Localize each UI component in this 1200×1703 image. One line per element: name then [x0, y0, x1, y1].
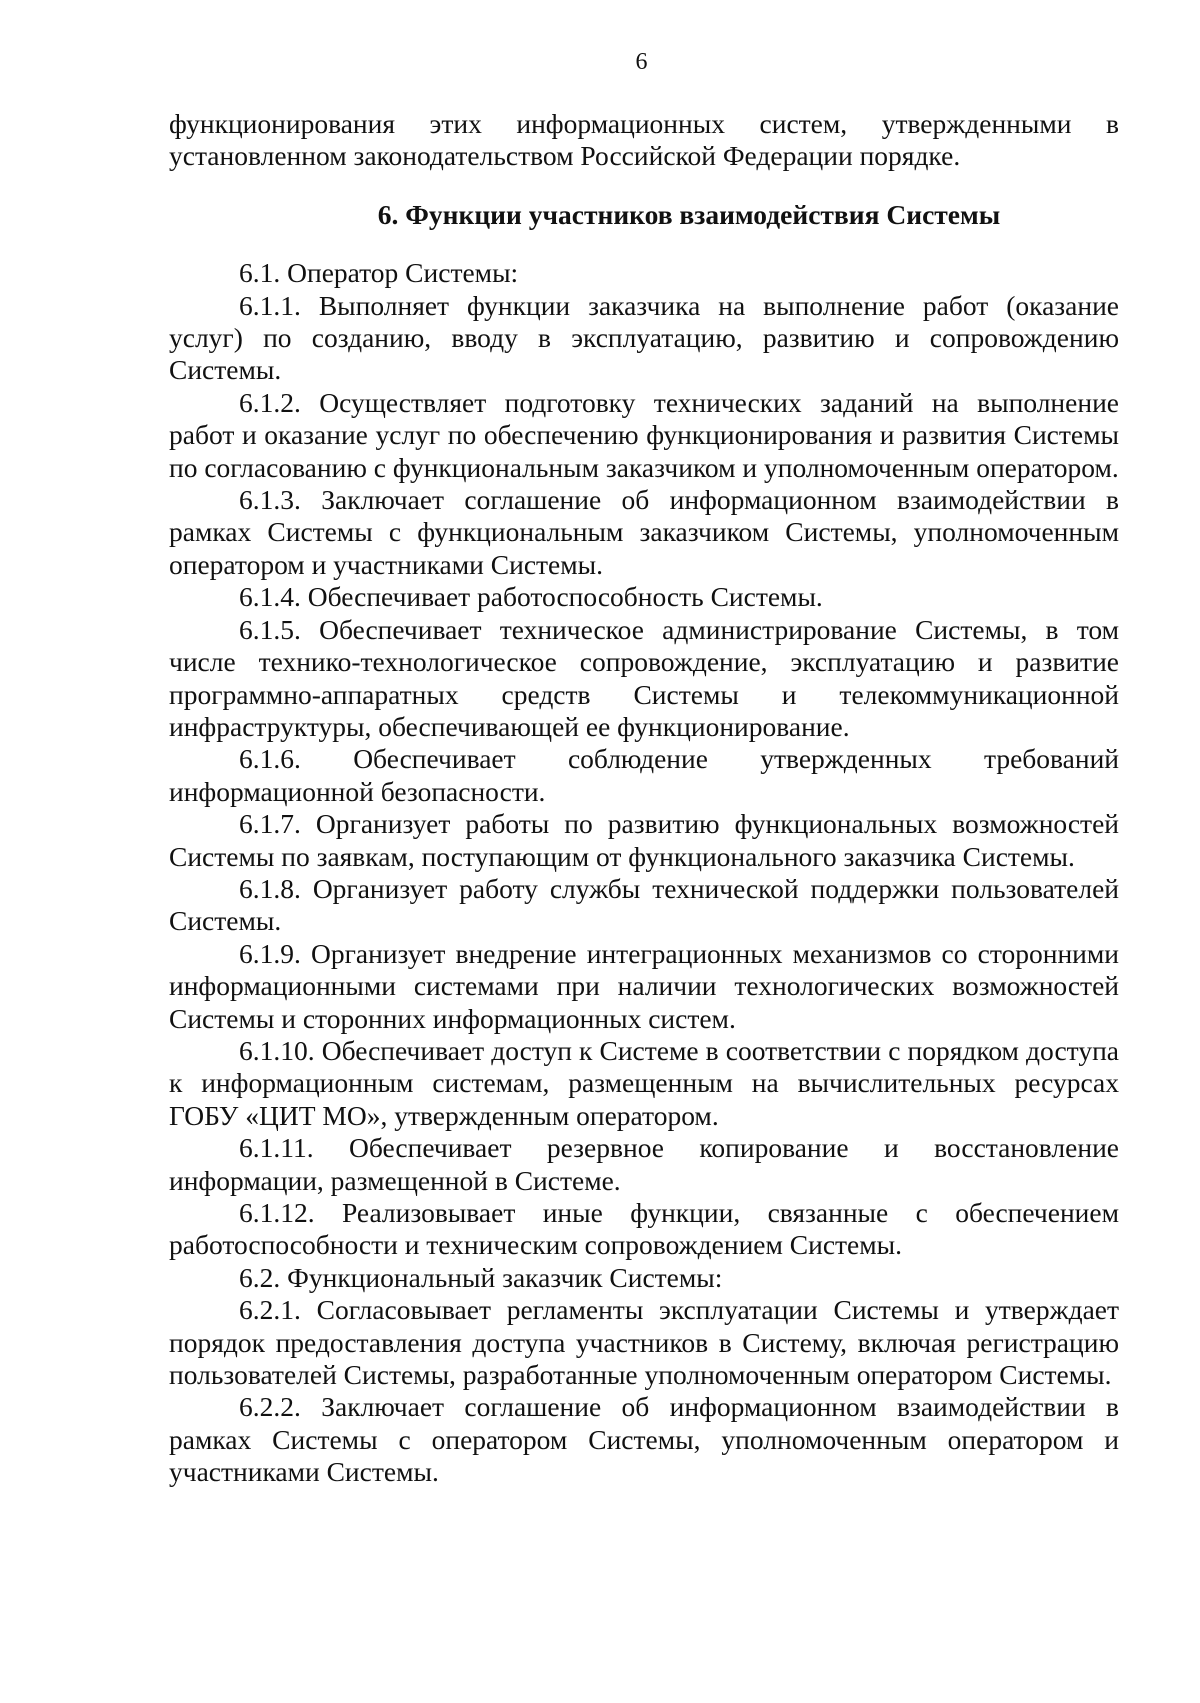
paragraph-6-1-6: 6.1.6. Обеспечивает соблюдение утвержденных требований информационной безопасности. [169, 743, 1119, 807]
paragraph-6-1-11: 6.1.11. Обеспечивает резервное копирование и восстановление информации, размещенной в Системе. [169, 1132, 1119, 1196]
paragraph-6-1-2: 6.1.2. Осуществляет подготовку технических заданий на выполнение работ и оказание услуг по обеспечению функционирования и развития Системы по согласованию с функциональным заказчиком и уполномоченным оператором. [169, 386, 1119, 483]
paragraph-6-2-2: 6.2.2. Заключает соглашение об информационном взаимодействии в рамках Системы с оператором Системы, уполномоченным оператором и участниками Системы. [169, 1391, 1119, 1488]
paragraph-6-2-1: 6.2.1. Согласовывает регламенты эксплуатации Системы и утверждает порядок предоставления доступа участников в Систему, включая регистрацию пользователей Системы, разработанные уполномоченным оператором Системы. [169, 1294, 1119, 1391]
paragraph-6-2: 6.2. Функциональный заказчик Системы: [239, 1261, 723, 1293]
paragraph-6-1-10: 6.1.10. Обеспечивает доступ к Системе в соответствии с порядком доступа к информационным системам, размещенным на вычислительных ресурсах ГОБУ «ЦИТ МО», утвержденным оператором. [169, 1034, 1119, 1131]
paragraph-6-1-9: 6.1.9. Организует внедрение интеграционных механизмов со сторонними информационными системами при наличии технологических возможностей Системы и сторонних информационных систем. [169, 937, 1119, 1034]
paragraph-6-1: 6.1. Оператор Системы: [239, 257, 519, 289]
intro-paragraph: функционирования этих информационных систем, утвержденными в установленном законодательством Российской Федерации порядке. [169, 108, 1119, 172]
document-body [169, 108, 1119, 1489]
paragraph-6-1-7: 6.1.7. Организует работы по развитию функциональных возможностей Системы по заявкам, поступающим от функционального заказчика Системы. [169, 808, 1119, 872]
paragraph-6-1-4: 6.1.4. Обеспечивает работоспособность Системы. [239, 581, 823, 613]
paragraph-6-1-8: 6.1.8. Организует работу службы технической поддержки пользователей Системы. [169, 872, 1119, 937]
paragraph-6-1-5: 6.1.5. Обеспечивает техническое администрирование Системы, в том числе технико-технологическое сопровождение, эксплуатацию и развитие программно-аппаратных средств Системы и телекоммуникационной инфраструктуры, обеспечивающей ее функционирование. [169, 613, 1119, 742]
paragraph-6-1-12: 6.1.12. Реализовывает иные функции, связанные с обеспечением работоспособности и техническим сопровождением Системы. [169, 1197, 1119, 1261]
paragraph-6-1-3: 6.1.3. Заключает соглашение об информационном взаимодействии в рамках Системы с функциональным заказчиком Системы, уполномоченным оператором и участниками Системы. [169, 484, 1119, 580]
section-heading: 6. Функции участников взаимодействия Системы [377, 198, 1001, 230]
page-number: 6 [635, 49, 648, 75]
paragraph-6-1-1: 6.1.1. Выполняет функции заказчика на выполнение работ (оказание услуг) по созданию, вводу в эксплуатацию, развитию и сопровождению Системы. [169, 289, 1119, 386]
